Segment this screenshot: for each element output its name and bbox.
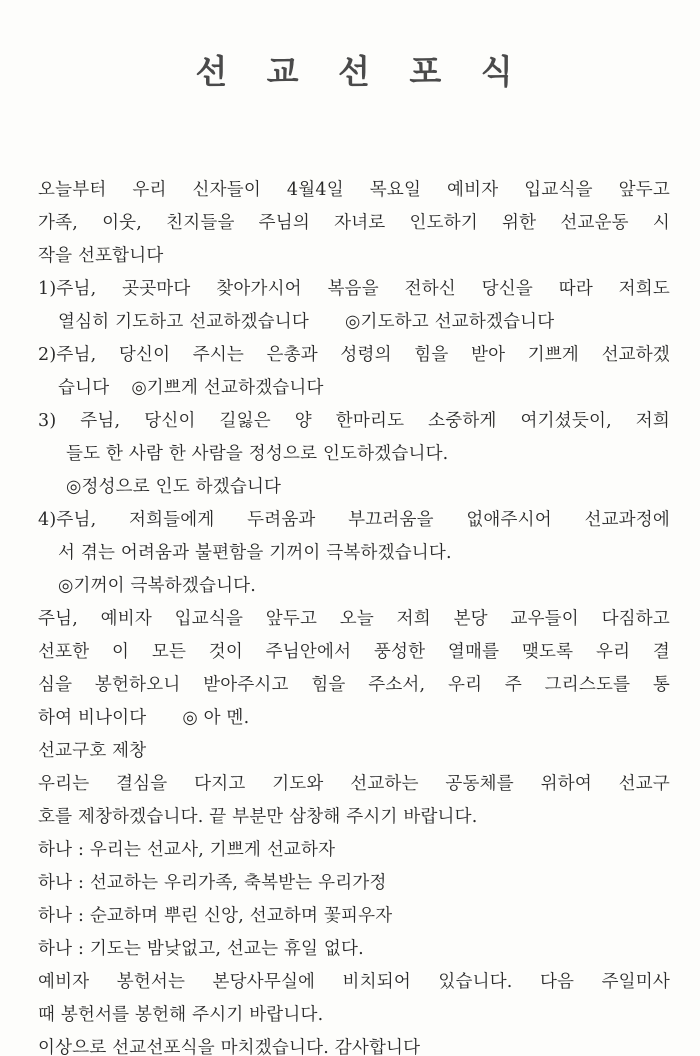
closing-prayer-line	[38, 702, 670, 735]
ending-line: 이상으로 선교선포식을 마치겠습니다. 감사합니다	[38, 1038, 421, 1056]
pledge-4-response: ◎기꺼이 극복하겠습니다.	[58, 576, 257, 596]
intro-line: 작을 선포합니다	[38, 246, 164, 266]
intro-line: 가족, 이웃, 친지들을 주님의 자녀로 인도하기 위한 선교운동 시	[38, 213, 670, 233]
pledge-1-line: 1)주님, 곳곳마다 찾아가시어 복음을 전하신 당신을 따라 저희도	[38, 279, 670, 299]
slogan-intro-line: 우리는 결심을 다지고 기도와 선교하는 공동체를 위하여 선교구	[38, 774, 670, 794]
notice-line: 때 봉헌서를 봉헌해 주시기 바랍니다.	[38, 1005, 324, 1025]
amen-response: ◎ 아 멘.	[182, 708, 250, 728]
pledge-3-response: ◎정성으로 인도 하겠습니다	[66, 477, 282, 497]
pledge-2-line	[38, 372, 670, 405]
closing-prayer-line: 선포한 이 모든 것이 주님안에서 풍성한 열매를 맺도록 우리 결	[38, 642, 670, 662]
pledge-2-text: 습니다	[58, 378, 110, 398]
slogan-intro-line: 호를 제창하겠습니다. 끝 부분만 삼창해 주시기 바랍니다.	[38, 807, 478, 827]
pledge-3-line: 3) 주님, 당신이 길잃은 양 한마리도 소중하게 여기셨듯이, 저희	[38, 411, 670, 431]
slogan-item: 하나 : 순교하며 뿌린 신앙, 선교하며 꽃피우자	[38, 906, 393, 926]
closing-prayer-line: 주님, 예비자 입교식을 앞두고 오늘 저희 본당 교우들이 다짐하고	[38, 609, 670, 629]
intro-line: 오늘부터 우리 신자들이 4월4일 목요일 예비자 입교식을 앞두고	[38, 180, 670, 200]
pledge-4-line: 서 겪는 어려움과 불편함을 기꺼이 극복하겠습니다.	[58, 543, 452, 563]
pledge-1-response: ◎기도하고 선교하겠습니다	[345, 312, 555, 332]
slogan-item: 하나 : 기도는 밤낮없고, 선교는 휴일 없다.	[38, 939, 364, 959]
pledge-1-text: 열심히 기도하고 선교하겠습니다	[58, 312, 309, 332]
pledge-1-line	[38, 306, 670, 339]
notice-line: 예비자 봉헌서는 본당사무실에 비치되어 있습니다. 다음 주일미사	[38, 972, 670, 992]
slogan-item: 하나 : 선교하는 우리가족, 축복받는 우리가정	[38, 873, 387, 893]
closing-prayer-line: 심을 봉헌하오니 받아주시고 힘을 주소서, 우리 주 그리스도를 통	[38, 675, 670, 695]
document-title: 선 교 선 포 식	[195, 52, 527, 91]
pledge-2-line: 2)주님, 당신이 주시는 은총과 성령의 힘을 받아 기쁘게 선교하겠	[38, 345, 670, 365]
document-body	[38, 174, 670, 1056]
pledge-3-line: 들도 한 사람 한 사람을 정성으로 인도하겠습니다.	[66, 444, 449, 464]
pledge-4-line: 4)주님, 저희들에게 두려움과 부끄러움을 없애주시어 선교과정에	[38, 510, 670, 530]
slogan-heading: 선교구호 제창	[38, 741, 147, 761]
pledge-2-response: ◎기쁘게 선교하겠습니다	[131, 378, 324, 398]
closing-prayer-text: 하여 비나이다	[38, 708, 147, 728]
slogan-item: 하나 : 우리는 선교사, 기쁘게 선교하자	[38, 840, 336, 860]
